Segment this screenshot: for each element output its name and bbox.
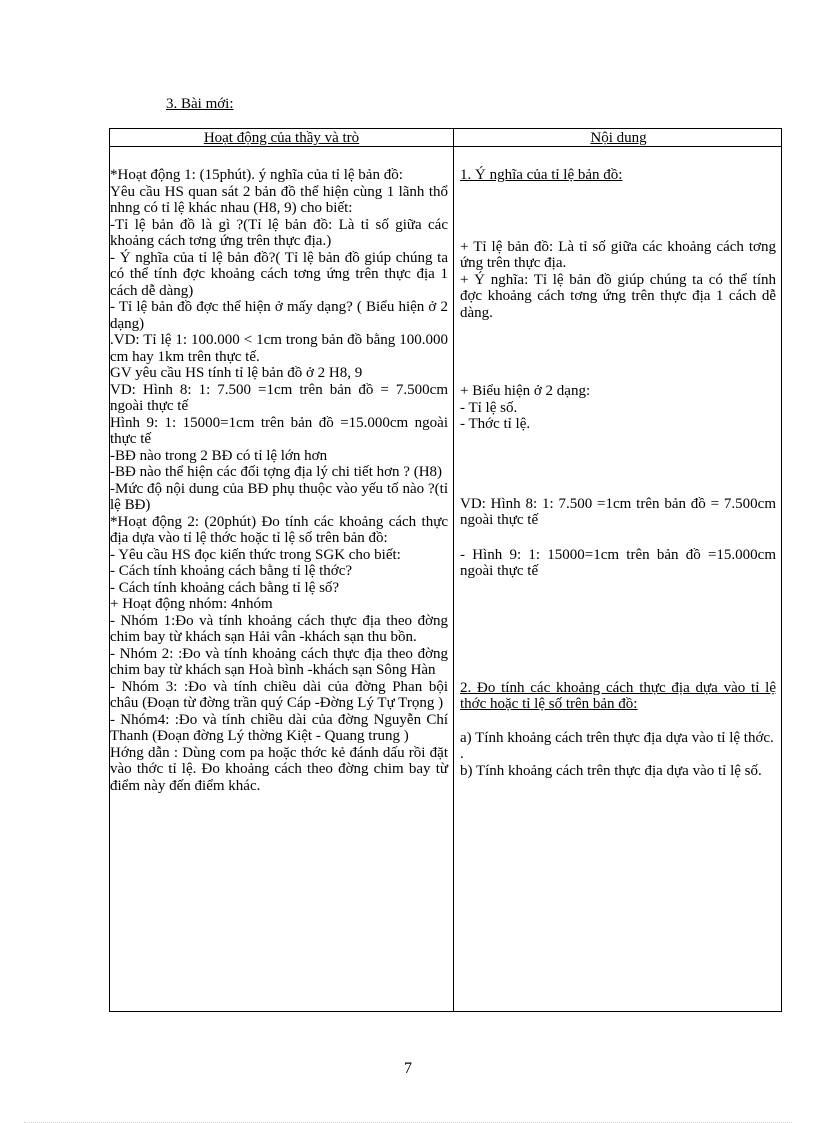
activities-column: [110, 167, 448, 794]
content-column: [460, 167, 776, 779]
content-paragraph: a) Tính khoảng cách trên thực địa dựa vào tỉ lệ thớc.: [460, 729, 774, 746]
activity-paragraph: .VD: Tỉ lệ 1: 100.000 < 1cm trong bản đồ bằng 100.000 cm hay 1km trên thực tế.: [110, 332, 448, 365]
activity-paragraph: - Cách tính khoảng cách bằng tỉ lệ số?: [110, 579, 340, 596]
content-paragraph: VD: Hình 8: 1: 7.500 =1cm trên bản đồ = 7.500cm ngoài thực tế: [460, 495, 776, 528]
content-paragraph: + Ý nghĩa: Tỉ lệ bản đồ giúp chúng ta có thể tính đợc khoảng cách tơng ứng trên thực địa 1 cách dễ dàng.: [460, 271, 776, 321]
activity-paragraph: - Cách tính khoảng cách bằng tỉ lệ thớc?: [110, 563, 353, 579]
content-heading-2: 2. Đo tính các khoảng cách thực địa dựa vào tỉ lệ thớc hoặc tỉ lệ số trên bản đồ:: [460, 679, 776, 712]
activity-paragraph: Hình 9: 1: 15000=1cm trên bản đồ =15.000cm ngoài thực tế: [110, 414, 448, 447]
activity-paragraph: - Nhóm 3: :Đo và tính chiều dài của đờng Phan bội châu (Đoạn từ đờng trần quý Cáp -Đờng Lý Tự Trọng ): [110, 678, 448, 711]
activity-paragraph: - Nhóm 2: :Đo và tính khoảng cách thực địa theo đờng chim bay từ khách sạn Hoà bình -khách sạn Sông Hàn: [110, 645, 448, 678]
activity-paragraph: -Mức độ nội dung của BĐ phụ thuộc vào yếu tố nào ?(tỉ lệ BĐ): [110, 480, 448, 513]
column-divider: [453, 129, 454, 1011]
activity-paragraph: *Hoạt động 1: (15phút). ý nghĩa của tỉ lệ bản đồ:: [110, 167, 403, 183]
activity-paragraph: GV yêu cầu HS tính tỉ lệ bản đồ ở 2 H8, 9: [110, 365, 363, 381]
activity-paragraph: VD: Hình 8: 1: 7.500 =1cm trên bản đồ = 7.500cm ngoài thực tế: [110, 381, 448, 414]
activity-paragraph: - Nhóm4: :Đo và tính chiều dài của đờng Nguyễn Chí Thanh (Đoạn đờng Lý thờng Kiệt - Quang trung ): [110, 711, 448, 744]
content-paragraph: - Hình 9: 1: 15000=1cm trên bản đồ =15.000cm ngoài thực tế: [460, 546, 776, 579]
column-header-activities: Hoạt động của thầy và trò: [203, 130, 360, 146]
content-paragraph: - Tỉ lệ số.: [460, 399, 518, 416]
section-heading: 3. Bài mới:: [166, 96, 234, 112]
activity-paragraph: -BĐ nào trong 2 BĐ có tỉ lệ lớn hơn: [110, 447, 328, 464]
column-header-content: Nội dung: [590, 130, 647, 146]
activity-paragraph: + Hoạt động nhóm: 4nhóm: [110, 596, 273, 612]
activity-paragraph: Yêu cầu HS quan sát 2 bản đồ thể hiện cùng 1 lãnh thổ nhng có tỉ lệ khác nhau (H8, 9) cho biết:: [110, 183, 448, 216]
content-paragraph: - Thớc tỉ lệ.: [460, 416, 531, 432]
activity-paragraph: -BĐ nào thể hiện các đối tợng địa lý chi tiết hơn ? (H8): [110, 464, 443, 480]
activity-paragraph: Hớng dẫn : Dùng com pa hoặc thớc kẻ đánh dấu rồi đặt vào thớc tỉ lệ. Đo khoảng cách theo đờng chim bay từ điểm này đến điểm khác.: [110, 744, 448, 794]
page-number: 7: [404, 1060, 412, 1077]
content-paragraph: + Biểu hiện ở 2 dạng:: [460, 383, 591, 399]
content-heading-1: 1. Ý nghĩa của tỉ lệ bản đồ:: [460, 167, 623, 183]
content-paragraph: + Tỉ lệ bản đồ: Là tỉ số giữa các khoảng cách tơng ứng trên thực địa.: [460, 238, 776, 271]
activity-paragraph: *Hoạt động 2: (20phút) Đo tính các khoảng cách thực địa dựa vào tỉ lệ thớc hoặc tỉ lệ số trên bản đồ:: [110, 513, 448, 546]
activity-paragraph: - Nhóm 1:Đo và tính khoảng cách thực địa theo đờng chim bay từ khách sạn Hải vân -khách sạn thu bồn.: [110, 612, 448, 645]
activity-paragraph: - Ý nghĩa của tỉ lệ bản đồ?( Tỉ lệ bản đồ giúp chúng ta có thể tính đợc khoảng cách tơng ứng trên thực địa 1 cách dễ dàng): [110, 249, 448, 299]
activity-paragraph: -Tỉ lệ bản đồ là gì ?(Tỉ lệ bản đồ: Là tỉ số giữa các khoảng cách tơng ứng trên thực địa.): [110, 216, 448, 249]
content-paragraph: b) Tính khoảng cách trên thực địa dựa vào tỉ lệ số.: [460, 762, 762, 779]
table-header-row: [110, 129, 781, 147]
content-paragraph: .: [460, 746, 464, 762]
activity-paragraph: - Yêu cầu HS đọc kiến thức trong SGK cho biết:: [110, 546, 401, 563]
activity-paragraph: - Tỉ lệ bản đồ đợc thể hiện ở mấy dạng? ( Biểu hiện ở 2 dạng): [110, 299, 448, 332]
lesson-table: [109, 128, 782, 1012]
